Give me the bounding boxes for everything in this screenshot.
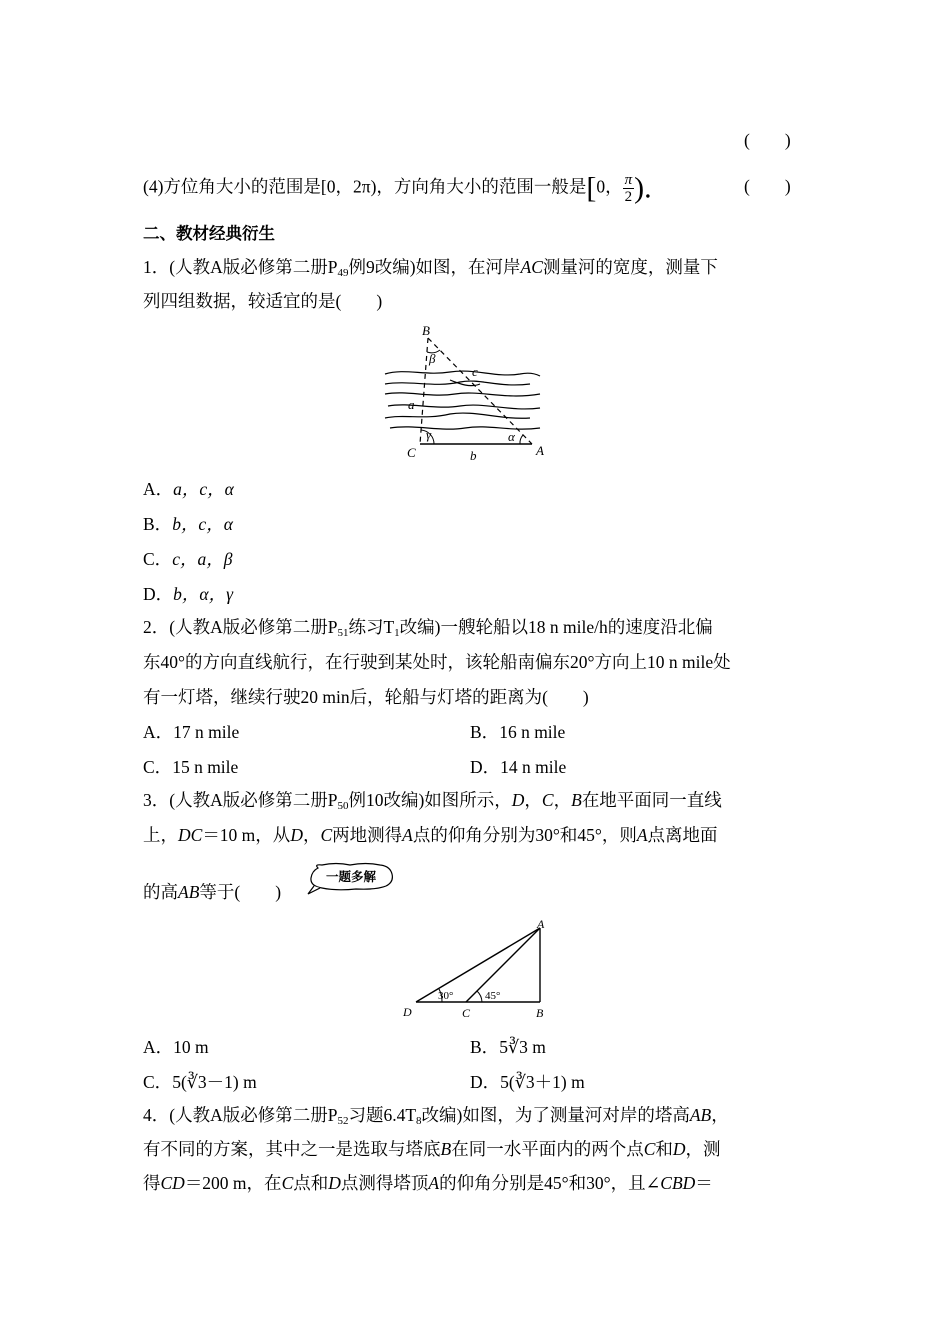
q2-line2: 东40°的方向直线航行，在行驶到某处时，该轮船南偏东20°方向上10 n mile处 <box>143 652 731 672</box>
option-value: 5(∛3－1) m <box>172 1072 257 1092</box>
q3-line1 <box>143 788 722 818</box>
q3-option-b[interactable] <box>470 1034 546 1059</box>
q1-option-c[interactable] <box>143 546 232 571</box>
q3-var: B <box>571 790 582 810</box>
q4-var: A <box>428 1173 440 1193</box>
q3-text: 点的仰角分别为30°和45°，则 <box>412 825 637 845</box>
q3-line2 <box>143 823 718 847</box>
q2-source: 2．(人教A版必修第二册P <box>143 617 338 637</box>
fraction-denominator: 2 <box>624 189 633 205</box>
label-A: A <box>537 918 545 931</box>
q3-var: A <box>402 825 413 845</box>
q3-var: AB <box>178 882 200 902</box>
q4-text: 得 <box>143 1173 161 1193</box>
q1-page-sub: 49 <box>337 267 349 279</box>
q1-var-ac: AC <box>520 257 543 277</box>
elevation-figure <box>398 918 558 1022</box>
label-45deg: 45° <box>485 990 501 1002</box>
judgement-item-4 <box>143 172 652 205</box>
item4-right-bracket: ). <box>634 171 652 205</box>
option-value: a，c，α <box>173 479 234 499</box>
option-value: 10 m <box>173 1037 209 1057</box>
q2-exercise-sub: 1 <box>394 627 400 639</box>
q1-option-b[interactable] <box>143 511 233 536</box>
q3-text: ＝10 m，从 <box>202 825 291 845</box>
label-C: C <box>462 1006 471 1020</box>
q3-var: A <box>636 825 648 845</box>
q3-option-c[interactable] <box>143 1069 257 1094</box>
q2-line1 <box>143 615 713 645</box>
q4-var: AB <box>689 1105 712 1125</box>
item4-text: (4)方位角大小的范围是[0，2π)，方向角大小的范围一般是 <box>143 176 587 197</box>
angle-alpha-arc <box>520 435 523 444</box>
item4-zero: 0， <box>596 176 623 197</box>
q4-text: 和 <box>655 1139 673 1159</box>
option-label: C． <box>143 757 173 777</box>
label-C: C <box>407 445 416 460</box>
q4-line2 <box>143 1137 721 1161</box>
label-alpha: α <box>508 429 515 444</box>
q2-option-b[interactable] <box>470 719 565 744</box>
q3-text: 等于( ) <box>199 882 282 902</box>
line-ba <box>428 338 532 444</box>
q4-var: CD <box>160 1173 185 1193</box>
answer-paren-4: ( ) <box>744 176 791 196</box>
q4-sep: ， <box>711 1105 729 1125</box>
option-value: 5∛3 m <box>499 1037 546 1057</box>
q4-text: 有不同的方案，其中之一是选取与塔底 <box>143 1139 441 1159</box>
q3-sep: ， <box>524 790 542 810</box>
q3-text-b: 在地平面同一直线 <box>581 790 722 810</box>
label-D: D <box>403 1005 412 1019</box>
q2-option-d[interactable] <box>470 754 566 779</box>
q3-line3 <box>143 880 281 904</box>
q1-line1 <box>143 255 718 285</box>
angle-45-arc <box>477 991 482 1002</box>
option-label: A． <box>143 1037 174 1057</box>
q4-text: 点和 <box>293 1173 329 1193</box>
q3-var: D <box>290 825 303 845</box>
q1-source: 1．(人教A版必修第二册P <box>143 257 338 277</box>
option-label: D． <box>470 1072 501 1092</box>
q2-option-a[interactable] <box>143 719 239 744</box>
q3-sep: ， <box>553 790 572 810</box>
q4-var: CBD <box>660 1173 696 1193</box>
label-b: b <box>470 448 477 462</box>
q3-var: C <box>320 825 333 845</box>
q2-option-c[interactable] <box>143 754 238 779</box>
label-gamma: γ <box>426 427 432 442</box>
q4-var: D <box>672 1139 686 1159</box>
q2-line3: 有一灯塔，继续行驶20 min后，轮船与灯塔的距离为( ) <box>143 687 589 707</box>
option-value: 14 n mile <box>500 757 567 777</box>
q2-page-sub: 51 <box>337 627 349 639</box>
option-value: b，c，α <box>172 514 233 534</box>
q3-source: 3．(人教A版必修第二册P <box>143 790 338 810</box>
multi-solution-bubble[interactable] <box>306 862 396 896</box>
label-beta: β <box>429 351 436 366</box>
q3-text: 点离地面 <box>647 825 718 845</box>
q4-text: ，测 <box>685 1139 721 1159</box>
q3-var: D <box>511 790 525 810</box>
option-label: A． <box>143 479 174 499</box>
section-heading: 二、教材经典衍生 <box>143 224 275 243</box>
option-value: c，a，β <box>172 549 233 569</box>
q1-text-a: 例9改编)如图，在河岸 <box>348 257 521 277</box>
option-value: 16 n mile <box>499 722 566 742</box>
q4-line1 <box>143 1103 729 1133</box>
river-wave-3 <box>385 393 540 396</box>
pi-over-2-fraction <box>623 172 635 205</box>
option-value: 5(∛3＋1) m <box>500 1072 585 1092</box>
q4-text: ＝200 m，在 <box>184 1173 282 1193</box>
q3-text: 两地测得 <box>332 825 403 845</box>
river-figure <box>380 322 550 462</box>
answer-paren-3: ( ) <box>744 130 791 150</box>
q2-text-b: 改编)一艘轮船以18 n mile/h的速度沿北偏 <box>399 617 713 637</box>
option-value: 17 n mile <box>173 722 240 742</box>
option-value: b，α，γ <box>173 584 233 604</box>
q2-text-a: 练习T <box>348 617 395 637</box>
option-label: B． <box>143 514 173 534</box>
q1-line2: 列四组数据，较适宜的是( ) <box>143 291 383 311</box>
fraction-numerator: π <box>624 172 633 188</box>
q4-var: D <box>328 1173 341 1193</box>
q3-page-sub: 50 <box>337 800 349 812</box>
river-wave-5 <box>385 413 530 418</box>
q3-sep: ， <box>302 825 321 845</box>
q4-text-a: 习题6.4T <box>348 1105 417 1125</box>
q4-line3 <box>143 1171 713 1195</box>
q4-page-sub: 52 <box>337 1115 349 1127</box>
q4-var: C <box>281 1173 294 1193</box>
label-30deg: 30° <box>438 990 454 1002</box>
q4-var: C <box>643 1139 656 1159</box>
q3-text-a: 例10改编)如图所示， <box>348 790 512 810</box>
q4-exercise-sub: 8 <box>416 1115 422 1127</box>
q3-option-d[interactable] <box>470 1069 585 1094</box>
q4-text: 点测得塔顶 <box>340 1173 429 1193</box>
item4-left-bracket: [ <box>586 171 597 205</box>
q3-var: C <box>541 790 554 810</box>
bubble-text: 一题多解 <box>325 869 377 884</box>
label-B: B <box>422 323 430 338</box>
q1-text-b: 测量河的宽度，测量下 <box>542 257 718 277</box>
q4-text: 的仰角分别是45°和30°，且∠ <box>439 1173 661 1193</box>
q3-var: DC <box>178 825 203 845</box>
option-label: B． <box>470 1037 500 1057</box>
label-a: a <box>408 397 415 412</box>
option-label: D． <box>143 584 174 604</box>
label-B: B <box>536 1006 544 1020</box>
q4-text: ＝ <box>695 1173 713 1193</box>
option-label: C． <box>143 1072 173 1092</box>
option-label: A． <box>143 722 174 742</box>
label-A: A <box>536 443 544 458</box>
q3-option-a[interactable] <box>143 1034 209 1059</box>
q4-source: 4．(人教A版必修第二册P <box>143 1105 338 1125</box>
q4-text: 在同一水平面内的两个点 <box>451 1139 644 1159</box>
option-value: 15 n mile <box>172 757 239 777</box>
q1-option-a[interactable] <box>143 476 234 501</box>
option-label: C． <box>143 549 173 569</box>
q4-var: B <box>440 1139 452 1159</box>
label-c: c <box>472 364 478 379</box>
q4-text-b: 改编)如图，为了测量河对岸的塔高 <box>421 1105 690 1125</box>
q3-text: 的高 <box>143 882 178 902</box>
option-label: B． <box>470 722 500 742</box>
q1-option-d[interactable] <box>143 581 233 606</box>
option-label: D． <box>470 757 501 777</box>
q3-text: 上， <box>143 825 178 845</box>
